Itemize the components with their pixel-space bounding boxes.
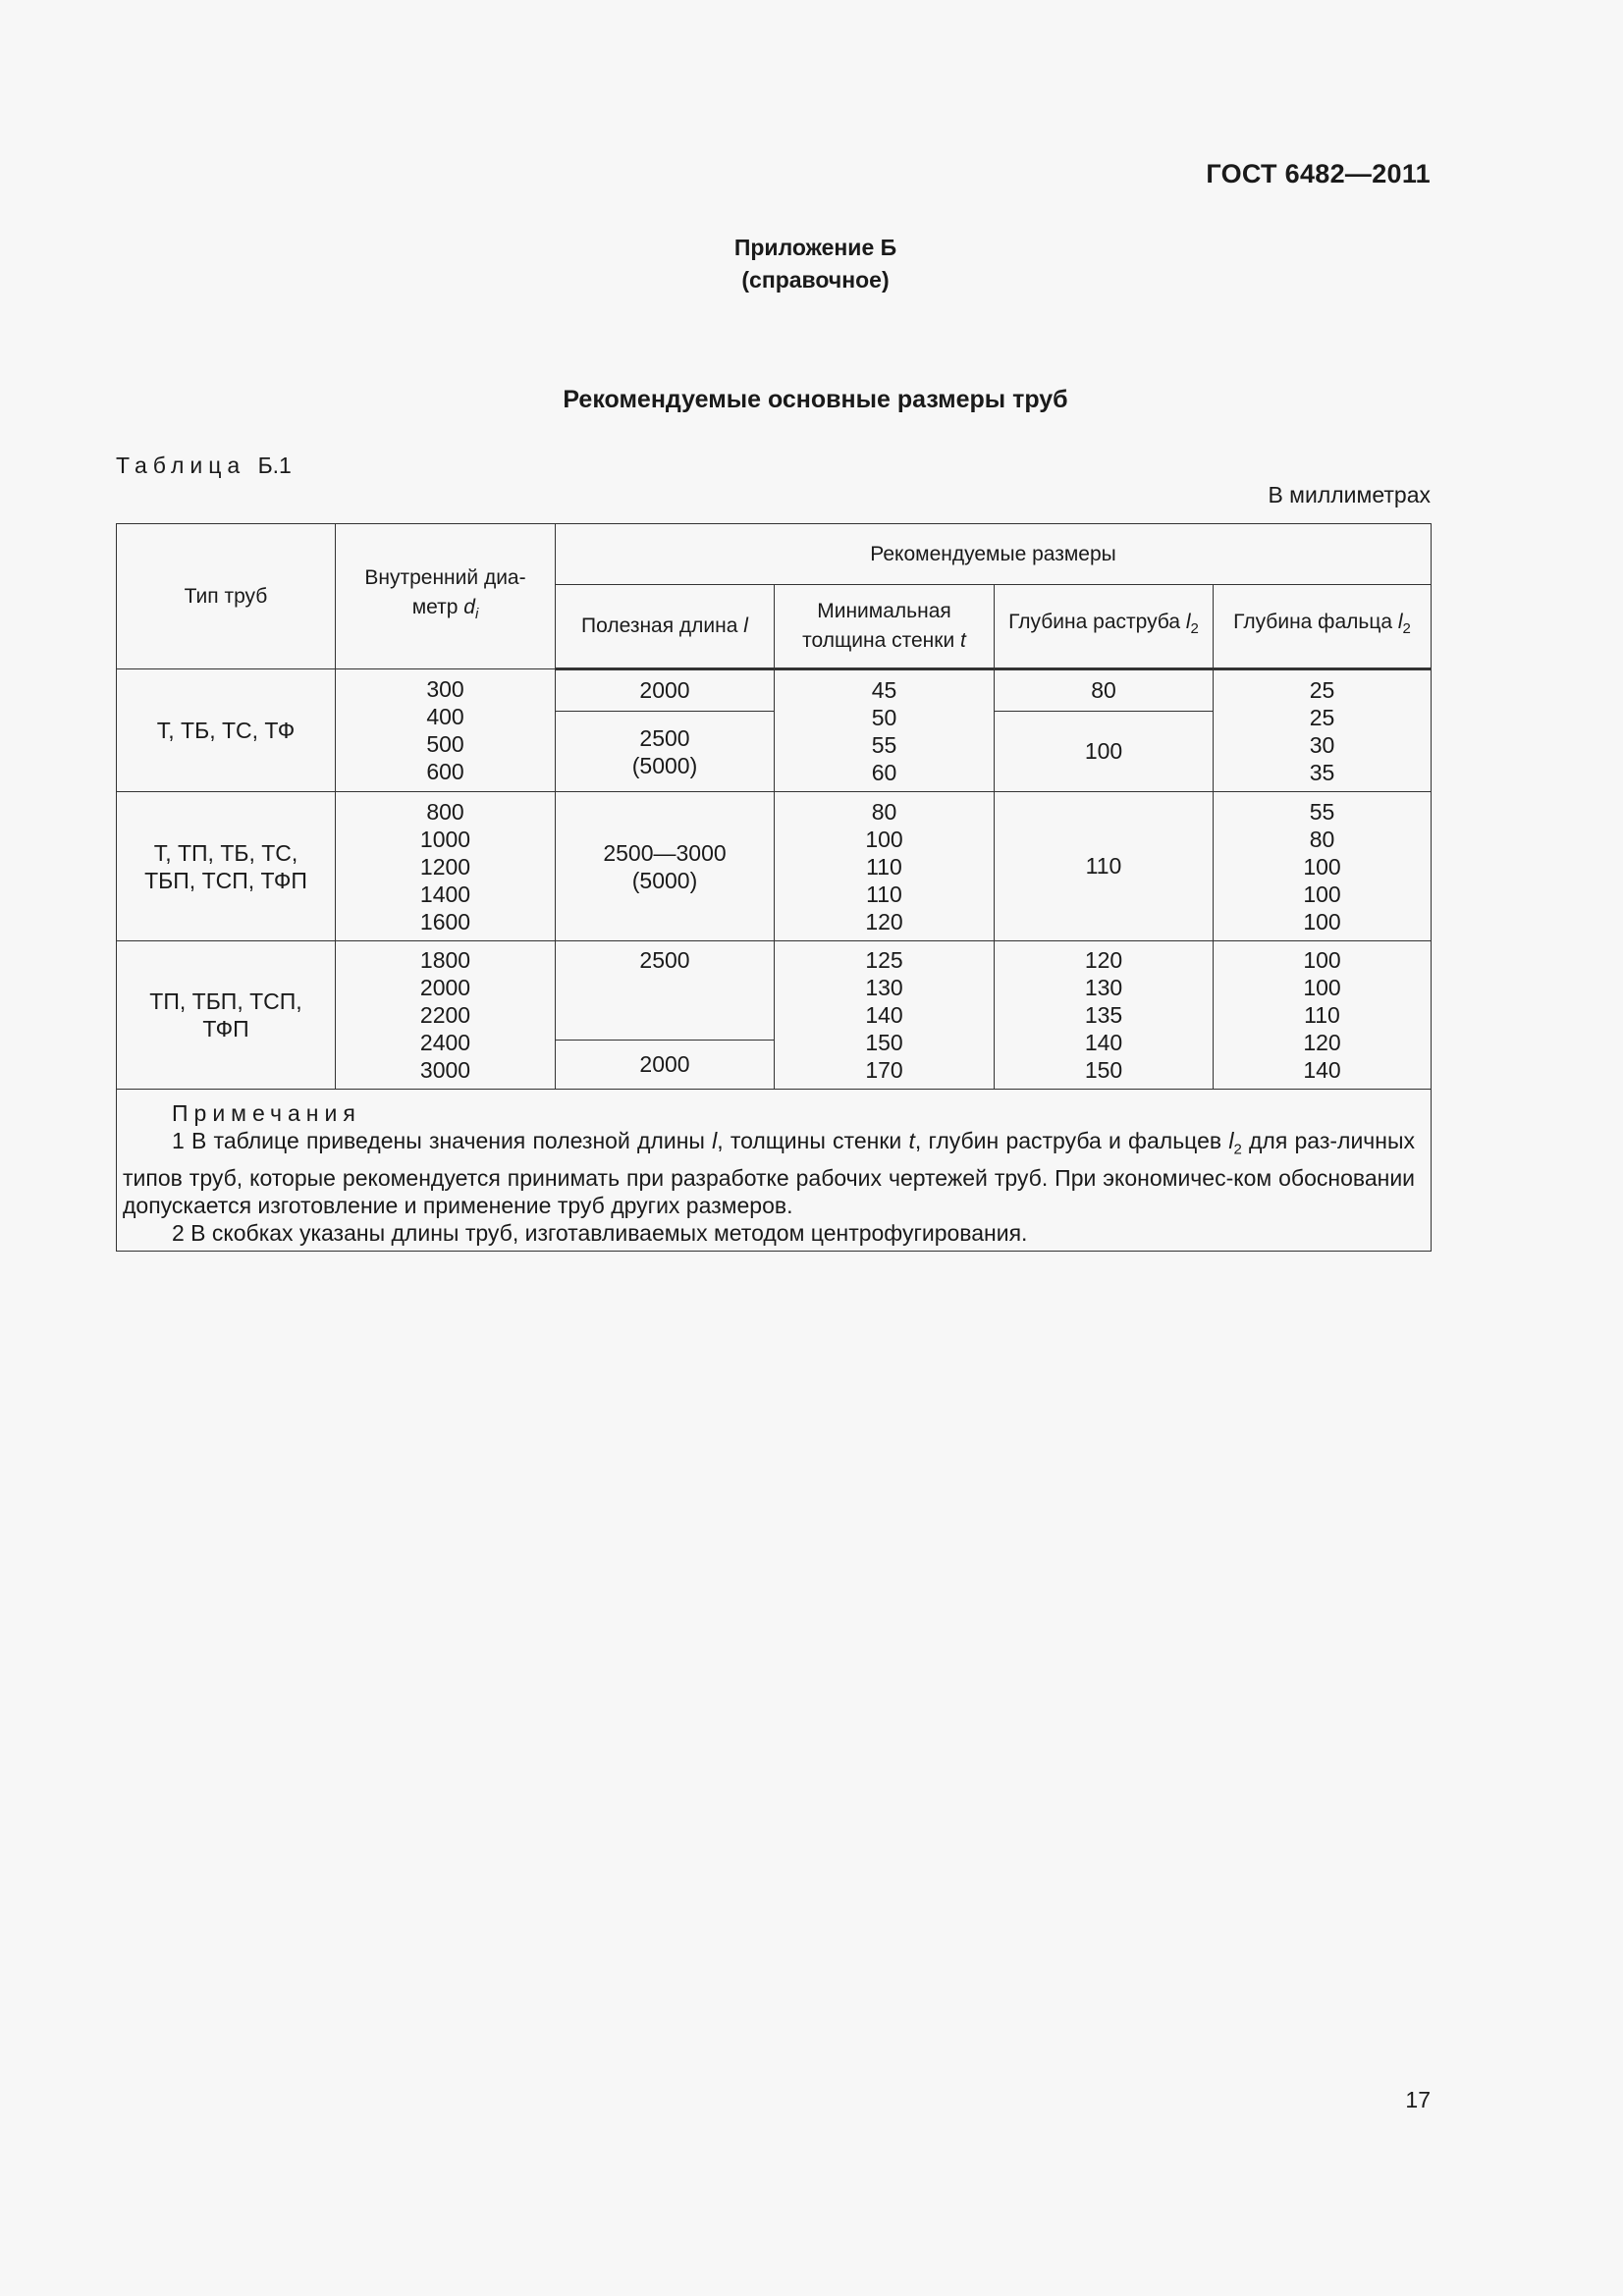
cell-walls [775,669,995,792]
cell-value: 50 [871,704,897,730]
cell-diameters [336,669,556,792]
cell-length [556,712,775,792]
cell-value: Т, ТП, ТБ, ТС, [153,839,298,866]
cell-value: 135 [1084,1002,1123,1028]
cell-value: 100 [1303,908,1341,934]
cell-value: 170 [865,1057,903,1083]
note-1 [123,1127,1415,1219]
cell-value: 80 [871,798,897,825]
cell-value: 100 [1303,947,1341,973]
note-1-symbol-l: l [712,1128,718,1153]
cell-value: 300 [426,676,464,702]
cell-value: 125 [865,947,903,973]
note-1-text-d: для раз-личных типов труб, которые рекомендуется принимать при разработке рабочих чертежей труб. При экономичес-ком обосновании допускается изготовление и применение труб других размеров. [123,1128,1416,1218]
note-1-subscript: 2 [1233,1141,1242,1158]
cell-value: 2000 [419,975,471,1000]
table-label-number: Б.1 [257,453,292,478]
header-socket [995,585,1214,669]
cell-value: 1400 [419,881,471,907]
notes-title: Примечания [172,1100,361,1126]
cell-value: 55 [1309,798,1335,825]
cell-diameters [336,792,556,941]
cell-value: 120 [1084,947,1123,973]
cell-value: 30 [1309,731,1335,758]
header-socket-text: Глубина раструба [1008,611,1186,634]
header-diameter-subscript [475,606,478,622]
cell-value: ТП, ТБП, ТСП, [149,988,302,1014]
table-units: В миллиметрах [1268,482,1431,507]
cell-type: Т, ТБ, ТС, ТФ [117,669,336,792]
cell-type [117,941,336,1090]
cell-type [117,792,336,941]
cell-value: 25 [1309,676,1335,703]
cell-value: 2400 [419,1030,471,1055]
cell-value: 130 [865,975,903,1000]
cell-value: ТФП [202,1016,249,1041]
page-number: 17 [1405,2087,1431,2112]
cell-value: 2500—3000 [603,839,727,866]
header-rebate-symbol: l [1397,611,1403,634]
header-rebate-subscript: 2 [1402,620,1411,638]
header-diameter-subscript-text: i [474,606,479,623]
header-rebate-text: Глубина фальца [1233,611,1398,634]
header-length-text: Полезная длина [581,614,744,637]
cell-value: 500 [426,731,464,757]
cell-value: 35 [1309,759,1335,785]
cell-rebates [1214,669,1432,792]
cell-value: 2200 [419,1002,471,1028]
note-1-text-a: 1 В таблице приведены значения полезной длины [172,1128,713,1153]
cell-value: 600 [426,759,464,784]
cell-diameters [336,941,556,1090]
header-socket-symbol: l [1185,611,1191,634]
table-notes [117,1090,1432,1252]
table-row [117,792,1432,941]
cell-socket: 110 [995,792,1214,941]
table-label-word: Таблица [116,453,246,478]
header-wall-text: толщина стенки [802,629,961,652]
cell-walls [775,941,995,1090]
cell-value: 45 [871,676,897,703]
cell-value: 800 [426,798,464,825]
header-type: Тип труб [117,524,336,669]
header-rebate [1214,585,1432,669]
header-wall [775,585,995,669]
cell-socket: 80 [995,669,1214,712]
cell-value: 130 [1084,975,1123,1000]
cell-value: (5000) [631,867,698,893]
header-diameter [336,524,556,669]
cell-value: 400 [426,704,464,729]
cell-rebates [1214,792,1432,941]
header-length [556,585,775,669]
cell-value: 120 [1303,1030,1341,1055]
cell-value: 1200 [419,853,471,880]
notes-row [117,1090,1432,1252]
header-length-symbol: l [743,614,748,637]
cell-length [556,792,775,941]
cell-length: 2000 [556,669,775,712]
cell-value: 150 [865,1030,903,1055]
cell-value: 1800 [419,947,471,973]
cell-value: 3000 [419,1057,471,1083]
cell-value: 1000 [419,826,471,852]
cell-sockets [995,941,1214,1090]
header-diameter-line1: Внутренний диа- [364,565,526,589]
note-1-symbol-t: t [908,1128,915,1153]
cell-value: 25 [1309,704,1335,730]
header-wall-line2 [775,626,994,656]
cell-value: 150 [1084,1057,1123,1083]
note-1-text-b: , толщины стенки [717,1128,909,1153]
note-1-symbol-l2: l [1228,1128,1234,1153]
header-socket-subscript: 2 [1190,620,1199,638]
cell-value: 140 [1084,1030,1123,1055]
cell-value: 100 [1303,975,1341,1000]
appendix-heading [0,232,1623,296]
header-wall-line1: Минимальная [817,600,951,622]
cell-value: 110 [866,853,902,880]
cell-value: 110 [1304,1002,1340,1028]
note-2: 2 В скобках указаны длины труб, изготавливаемых методом центрофугирования. [172,1219,1028,1246]
cell-value: 100 [865,826,903,852]
cell-value: 140 [1303,1057,1341,1083]
table-row [117,669,1432,712]
cell-value: 100 [1303,853,1341,880]
cell-value: 2500 [639,724,690,751]
cell-value: 60 [871,759,897,785]
table-label [116,453,292,479]
header-diameter-line2 [336,593,555,629]
appendix-subtitle: (справочное) [741,267,890,293]
cell-walls [775,792,995,941]
cell-value: 80 [1309,826,1335,852]
cell-length: 2000 [556,1041,775,1090]
cell-value: ТБП, ТСП, ТФП [144,867,307,893]
cell-length: 2500 [556,941,775,1041]
cell-value: 55 [871,731,897,758]
header-wall-symbol: t [960,629,966,652]
dimensions-table [116,523,1432,1252]
header-diameter-text: метр [411,595,464,618]
cell-value: 120 [865,908,903,934]
cell-value: 110 [866,881,902,907]
cell-value: (5000) [631,752,698,778]
cell-rebates [1214,941,1432,1090]
document-code: ГОСТ 6482—2011 [1206,159,1431,188]
appendix-title: Приложение Б [733,235,897,260]
cell-socket: 100 [995,712,1214,792]
header-recommended: Рекомендуемые размеры [556,524,1432,585]
section-title: Рекомендуемые основные размеры труб [563,386,1068,413]
cell-value: 100 [1303,881,1341,907]
cell-value: 140 [865,1002,903,1028]
table-row [117,941,1432,1041]
cell-value: 1600 [419,908,471,934]
note-1-text-c: , глубин раструба и фальцев [914,1128,1229,1153]
header-diameter-symbol: d [463,595,475,618]
